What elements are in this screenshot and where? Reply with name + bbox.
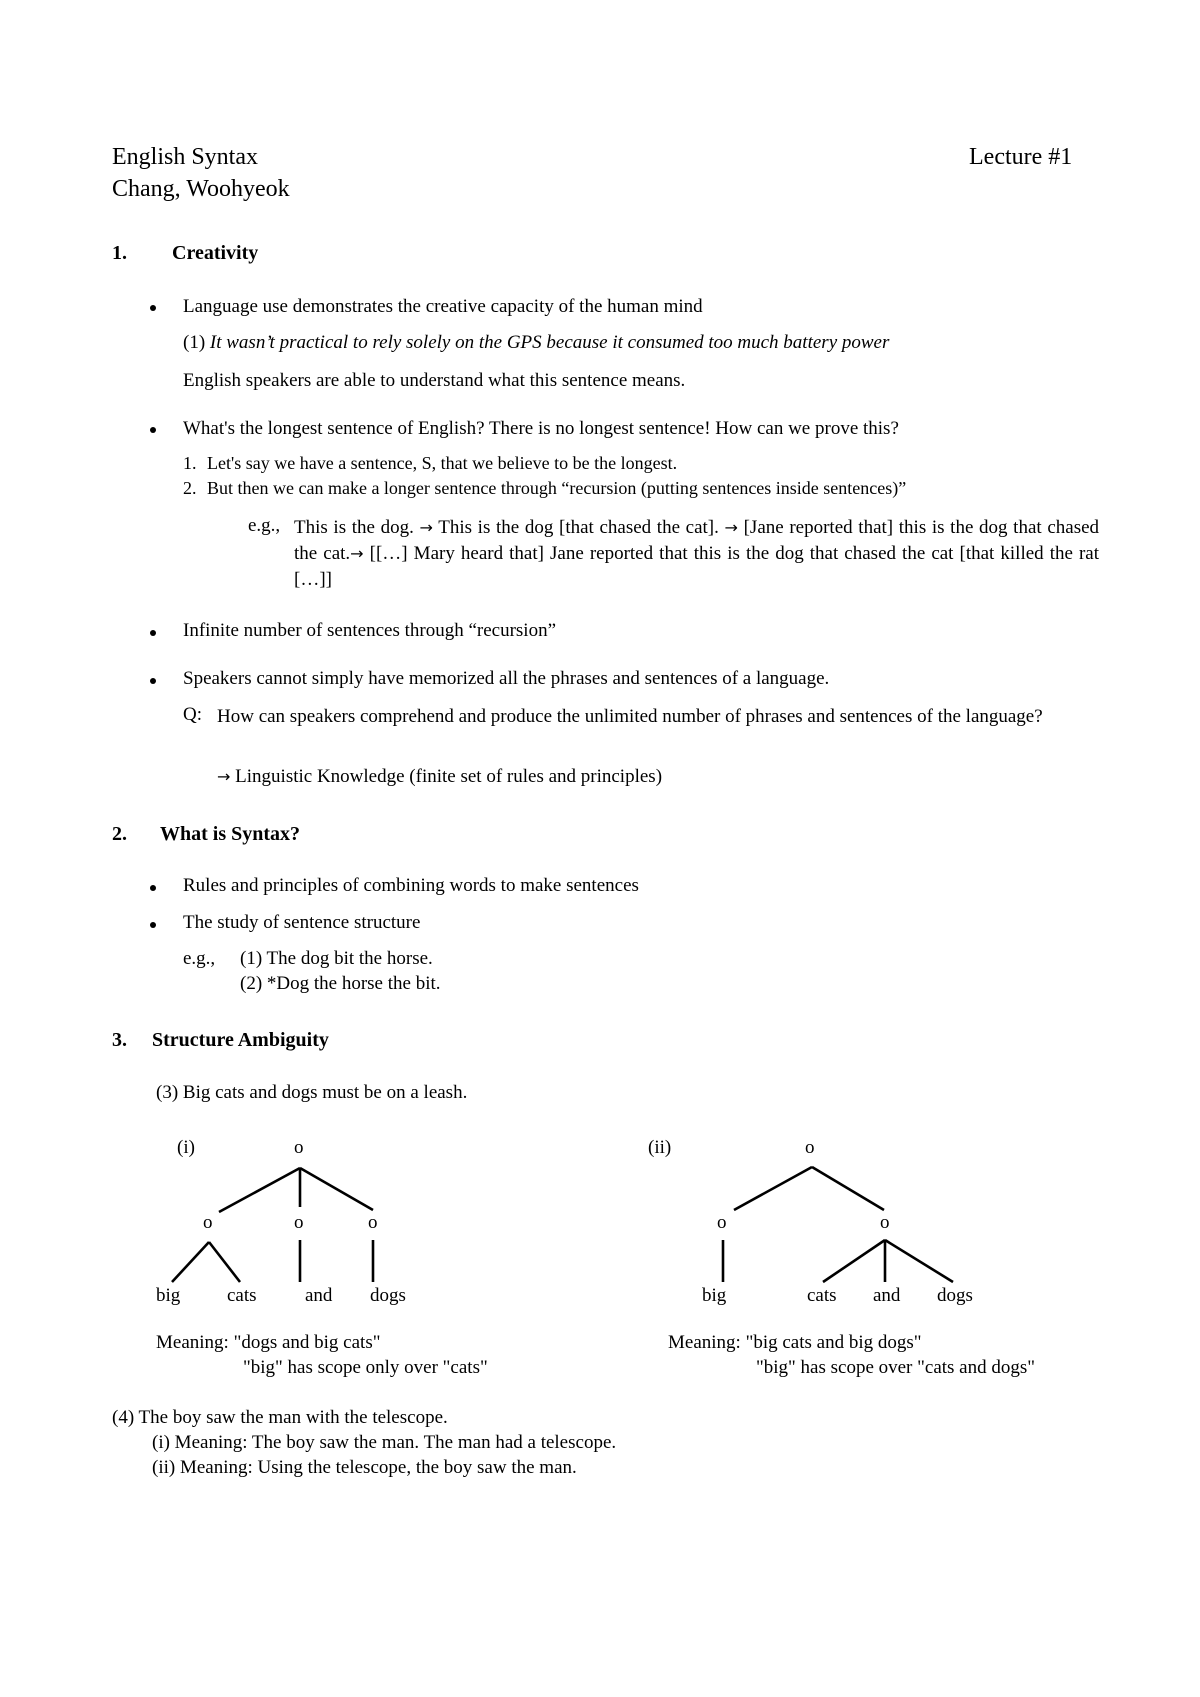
tree-branch [823, 1240, 885, 1282]
example-4: (4) The boy saw the man with the telescope. [112, 1407, 448, 1428]
tree-node: o [880, 1212, 890, 1233]
syntax-point-1: Rules and principles of combining words to make sentences [183, 875, 639, 896]
tree-node: o [294, 1212, 304, 1233]
tree-leaf-word: dogs [937, 1285, 973, 1306]
tree-leaf-word: dogs [370, 1285, 406, 1306]
lecture-number: Lecture #1 [969, 144, 1073, 170]
tree-leaf-word: and [305, 1285, 333, 1306]
recursion-eg-label: e.g., [248, 515, 281, 536]
answer-text: Linguistic Knowledge (finite set of rules and principles) [235, 766, 663, 787]
arrow-right-icon: → [350, 544, 364, 563]
section-3-number: 3. [112, 1029, 127, 1051]
tree-ii-label: (ii) [648, 1137, 672, 1158]
recursion-step-3: [Jane reported that] this is the dog that chased the cat. [294, 517, 1100, 564]
example-4-meaning-ii: (ii) Meaning: Using the telescope, the boy saw the man. [152, 1457, 577, 1478]
tree-leaf-word: cats [227, 1285, 257, 1306]
tree-node: o [203, 1212, 213, 1233]
example-1-number: (1) [183, 332, 206, 353]
course-title: English Syntax [112, 144, 259, 170]
example-3: (3) Big cats and dogs must be on a leash. [156, 1082, 468, 1103]
tree-branch [734, 1167, 812, 1210]
section-3-title: Structure Ambiguity [152, 1029, 329, 1051]
tree-node: o [368, 1212, 378, 1233]
tree-i-meaning: Meaning: "dogs and big cats" [156, 1332, 381, 1353]
tree-branch [885, 1240, 953, 1282]
tree-i-scope: "big" has scope only over "cats" [243, 1357, 488, 1378]
tree-ii-scope: "big" has scope over "cats and dogs" [756, 1357, 1036, 1378]
tree-node: o [805, 1137, 815, 1158]
proof-step-text: Let's say we have a sentence, S, that we believe to be the longest. [207, 453, 678, 473]
creativity-point-2: What's the longest sentence of English? There is no longest sentence! How can we prove this? [183, 418, 899, 439]
recursion-step-1: This is the dog. [294, 517, 414, 538]
arrow-right-icon: → [419, 518, 433, 537]
proof-step-number: 1. [183, 453, 197, 473]
recursion-step-4: [[…] Mary heard that] Jane reported that this is the dog that chased the cat [that killed the rat […]] [294, 543, 1100, 590]
tree-branch [812, 1167, 884, 1210]
tree-i-label: (i) [177, 1137, 195, 1158]
syntax-example-2: (2) *Dog the horse the bit. [240, 973, 441, 994]
section-1-title: Creativity [172, 242, 259, 264]
arrow-right-icon: → [217, 767, 231, 786]
syntax-eg-label: e.g., [183, 948, 216, 969]
question-label: Q: [183, 704, 202, 725]
creativity-point-1: Language use demonstrates the creative capacity of the human mind [183, 296, 703, 317]
tree-node: o [717, 1212, 727, 1233]
syntax-point-2: The study of sentence structure [183, 912, 421, 933]
example-4-meaning-i: (i) Meaning: The boy saw the man. The man had a telescope. [152, 1432, 617, 1453]
proof-step-text: But then we can make a longer sentence through “recursion (putting sentences inside sentences)” [207, 478, 907, 498]
example-1-sentence: It wasn’t practical to rely solely on the GPS because it consumed too much battery power [209, 332, 890, 353]
tree-leaf-word: cats [807, 1285, 837, 1306]
question-text: How can speakers comprehend and produce the unlimited number of phrases and sentences of the language? [217, 706, 1043, 727]
tree-ii-meaning: Meaning: "big cats and big dogs" [668, 1332, 922, 1353]
arrow-right-icon: → [724, 518, 738, 537]
section-2-title: What is Syntax? [160, 823, 301, 845]
author-name: Chang, Woohyeok [112, 176, 290, 202]
creativity-point-4: Speakers cannot simply have memorized all the phrases and sentences of a language. [183, 668, 830, 689]
tree-leaf-word: big [702, 1285, 727, 1306]
tree-node: o [294, 1137, 304, 1158]
creativity-point-3: Infinite number of sentences through “recursion” [183, 620, 557, 641]
syntax-example-1: (1) The dog bit the horse. [240, 948, 433, 969]
proof-step-number: 2. [183, 478, 197, 498]
section-1-number: 1. [112, 242, 127, 264]
section-2-number: 2. [112, 823, 127, 845]
tree-leaf-word: and [873, 1285, 901, 1306]
tree-leaf-word: big [156, 1285, 181, 1306]
recursion-step-2: This is the dog [that chased the cat]. [438, 517, 719, 538]
example-1-followup: English speakers are able to understand what this sentence means. [183, 370, 686, 391]
